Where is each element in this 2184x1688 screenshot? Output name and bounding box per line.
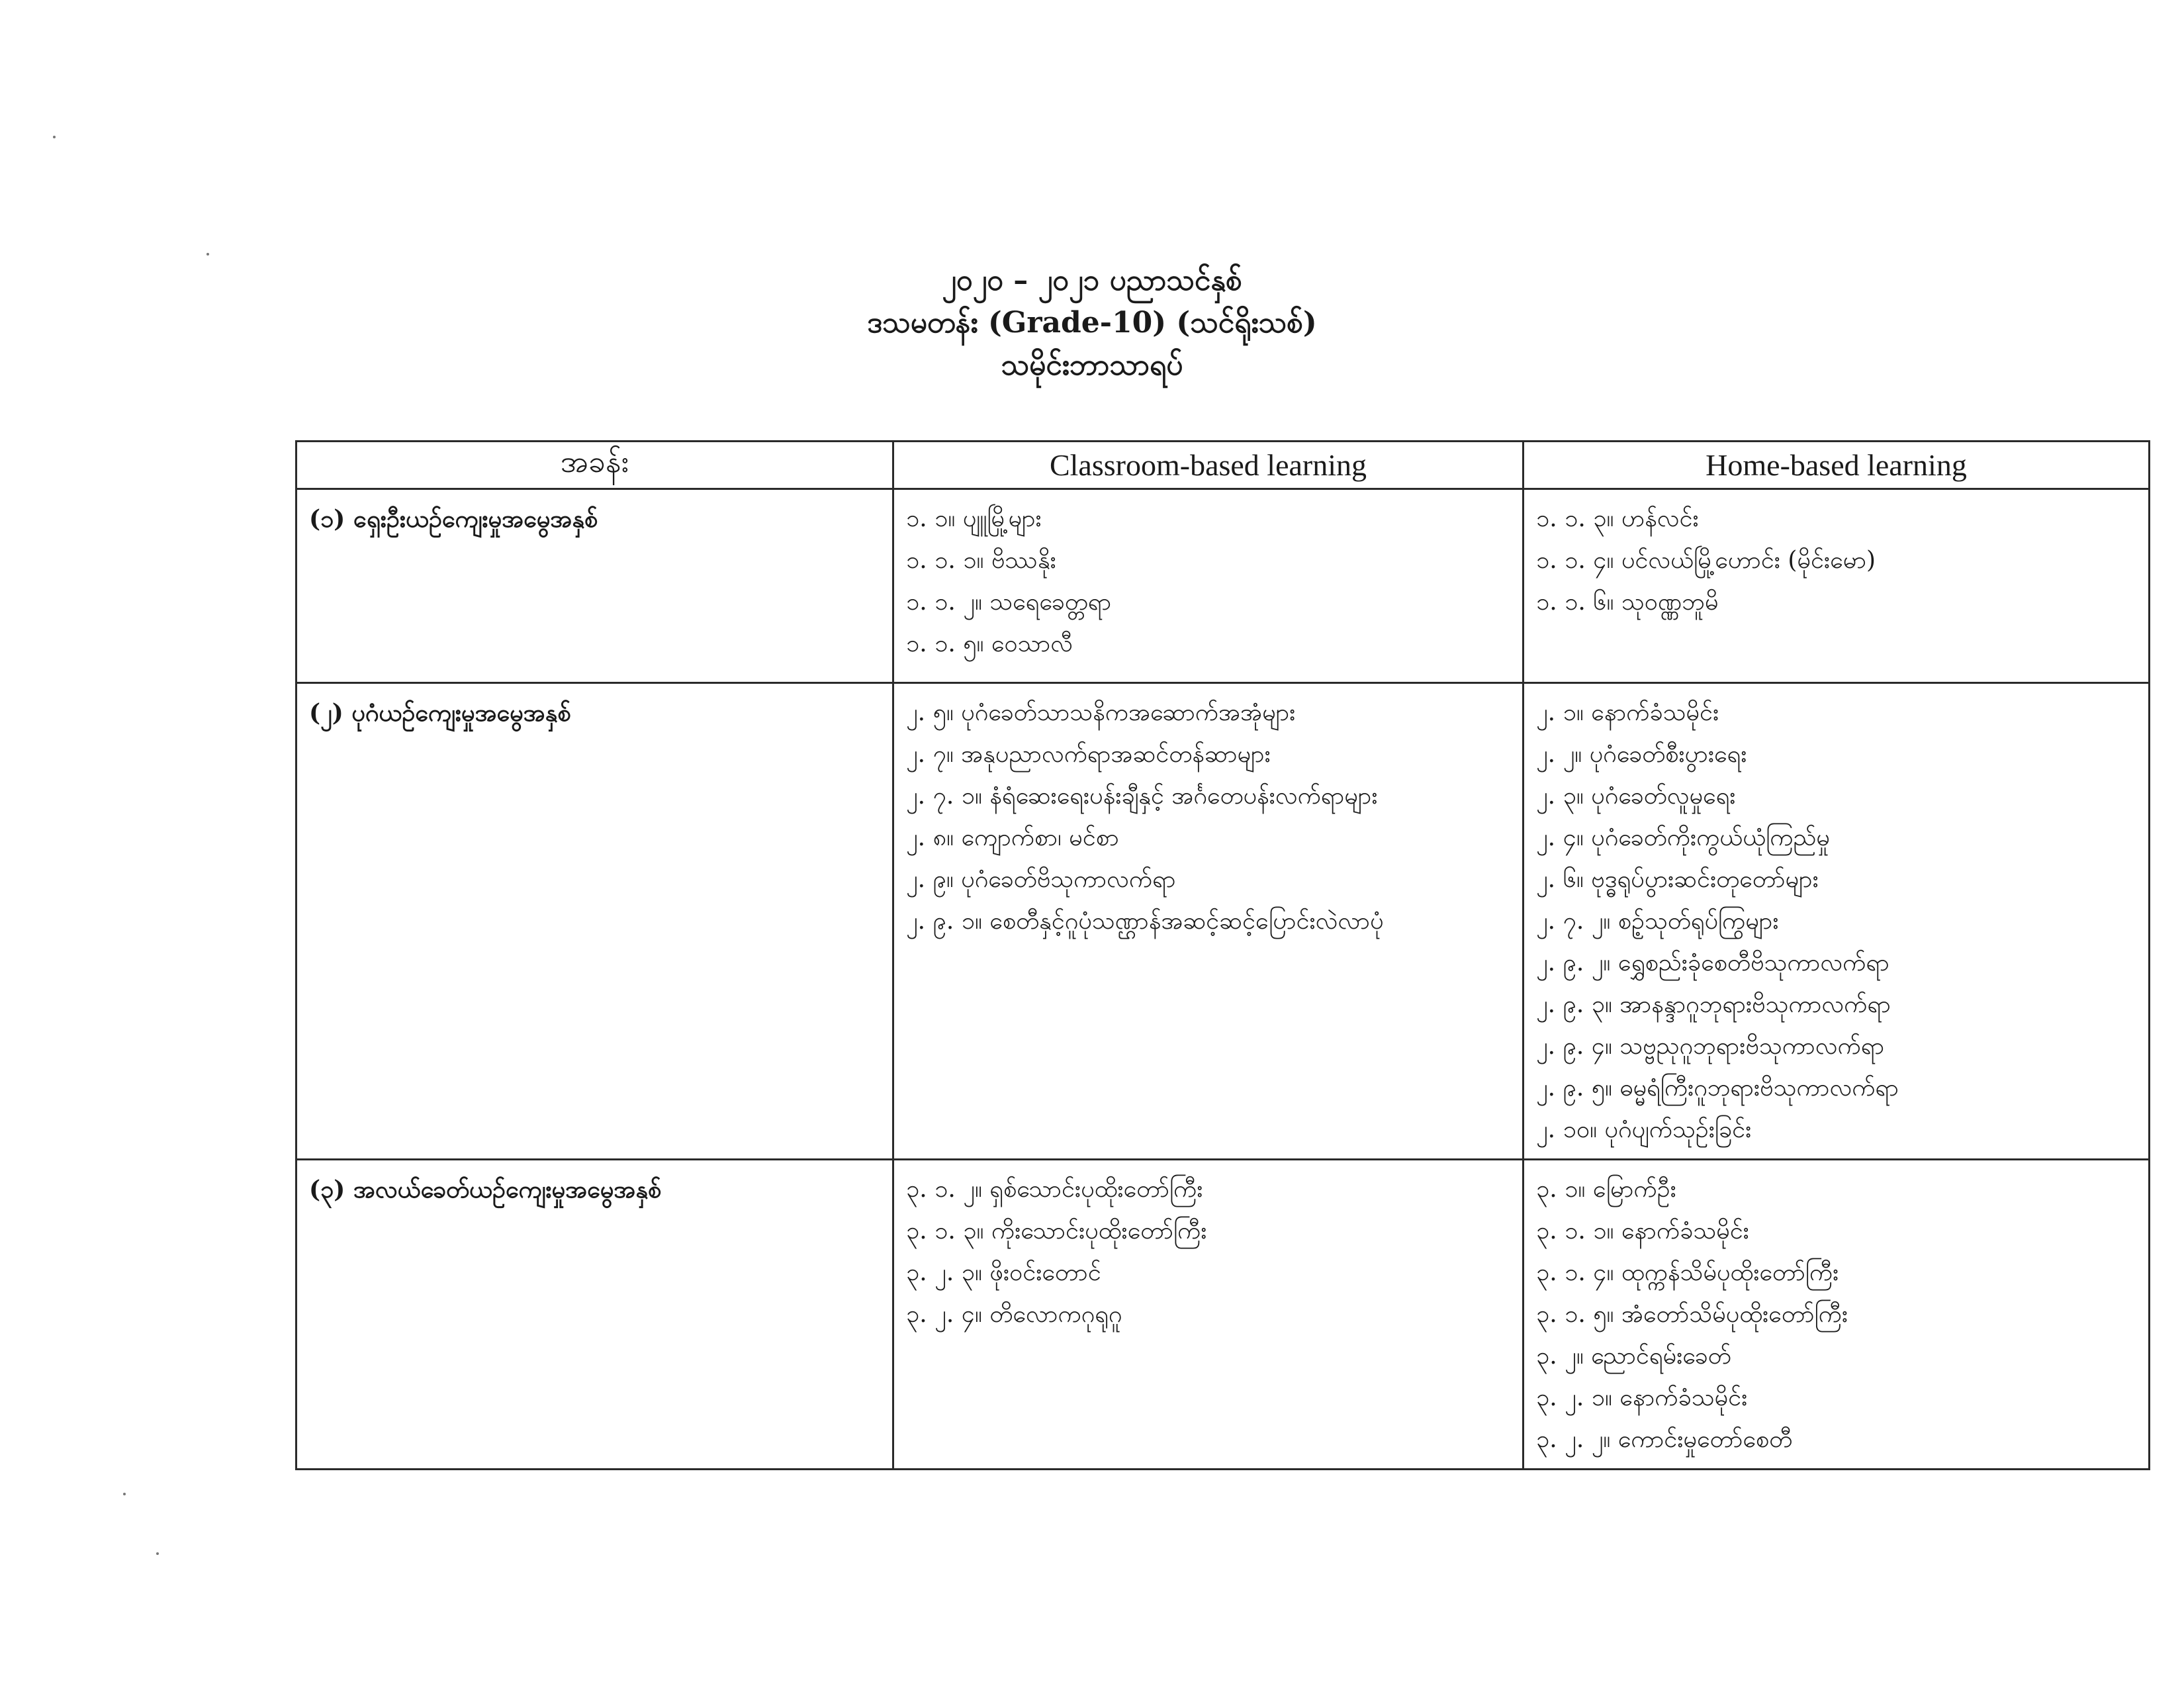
list-item: ၃. ၁။ မြောက်ဦး [1536, 1176, 1676, 1203]
list-item: ၂. ၉။ ပုဂံခေတ်ဗိသုကာလက်ရာ [906, 866, 1176, 893]
table-row [296, 683, 2150, 1160]
list-item: ၃. ၁. ၂။ ရှစ်သောင်းပုထိုးတော်ကြီး [906, 1176, 1203, 1203]
table-row [296, 1160, 2150, 1470]
scan-speck [123, 1493, 126, 1495]
list-item: ၃. ၂. ၁။ နောက်ခံသမိုင်း [1536, 1384, 1748, 1411]
list-item: ၁. ၁. ၃။ ဟန်လင်း [1536, 505, 1699, 532]
list-item: ၂. ၈။ ကျောက်စာ၊ မင်စာ [906, 824, 1119, 851]
chapter-title: (၃) အလယ်ခေတ်ယဉ်ကျေးမှုအမွေအနှစ် [309, 1176, 662, 1203]
home-cell [1524, 683, 2150, 1160]
list-item: ၁. ၁. ၂။ သရေခေတ္တရာ [906, 588, 1112, 616]
list-item: ၁. ၁. ၆။ သုဝဏ္ဏဘူမိ [1536, 588, 1719, 616]
table-row [296, 489, 2150, 683]
header-chapter: အခန်း [296, 442, 893, 489]
chapter-cell [296, 1160, 893, 1470]
header-classroom-learning: Classroom-based learning [893, 442, 1524, 489]
list-item: ၂. ၉. ၂။ ရွှေစည်းခုံစေတီဗိသုကာလက်ရာ [1536, 949, 1889, 976]
list-item: ၂. ၆။ ဗုဒ္ဓရုပ်ပွားဆင်းတုတော်များ [1536, 866, 1819, 893]
classroom-cell [893, 489, 1524, 683]
home-cell [1524, 489, 2150, 683]
header-home-learning: Home-based learning [1524, 442, 2150, 489]
list-item: ၂. ၁၀။ ပုဂံပျက်သုဉ်းခြင်း [1536, 1116, 1752, 1143]
list-item: ၂. ၅။ ပုဂံခေတ်သာသနိကအဆောက်အအုံများ [906, 699, 1296, 726]
list-item: ၂. ၇. ၂။ စဉ့်သုတ်ရုပ်ကြွများ [1536, 908, 1779, 935]
grade-title: ဒသမတန်း (Grade-10) (သင်ရိုးသစ်) [867, 306, 1317, 340]
list-item: ၃. ၂. ၃။ ဖိုးဝင်းတောင် [906, 1259, 1101, 1286]
page-heading [0, 259, 2184, 387]
chapter-title: (၂) ပုဂံယဉ်ကျေးမှုအမွေအနှစ် [309, 699, 571, 727]
list-item: ၁. ၁. ၁။ ဗိဿနိုး [906, 547, 1056, 574]
list-item: ၂. ၉. ၅။ ဓမ္မရံကြီးဂူဘုရားဗိသုကာလက်ရာ [1536, 1074, 1899, 1102]
list-item: ၃. ၂. ၄။ တိလောကဂုရုဂူ [906, 1301, 1122, 1328]
home-cell [1524, 1160, 2150, 1470]
list-item: ၂. ၃။ ပုဂံခေတ်လူမှုရေး [1536, 782, 1736, 810]
list-item: ၂. ၉. ၄။ သဗ္ဗညုဂူဘုရားဗိသုကာလက်ရာ [1536, 1033, 1885, 1060]
home-topic-list [1536, 692, 2136, 1150]
list-item: ၂. ၂။ ပုဂံခေတ်စီးပွားရေး [1536, 741, 1747, 768]
list-item: ၂. ၇။ အနုပညာလက်ရာအဆင်တန်ဆာများ [906, 741, 1271, 768]
list-item: ၃. ၁. ၃။ ကိုးသောင်းပုထိုးတော်ကြီး [906, 1217, 1207, 1244]
list-item: ၁. ၁. ၄။ ပင်လယ်မြို့ဟောင်း (မိုင်းမော) [1536, 547, 1876, 574]
classroom-topic-list [906, 692, 1510, 942]
scan-speck [156, 1552, 159, 1555]
classroom-cell [893, 1160, 1524, 1470]
scan-speck [53, 136, 56, 138]
list-item: ၂. ၁။ နောက်ခံသမိုင်း [1536, 699, 1719, 726]
curriculum-table [295, 440, 2150, 1470]
list-item: ၂. ၄။ ပုဂံခေတ်ကိုးကွယ်ယုံကြည်မှု [1536, 824, 1830, 851]
subject-title: သမိုင်းဘာသာရပ် [1001, 348, 1183, 382]
list-item: ၃. ၁. ၄။ ထုက္ကန်သိမ်ပုထိုးတော်ကြီး [1536, 1259, 1839, 1286]
scan-speck [206, 253, 209, 256]
classroom-topic-list [906, 498, 1510, 665]
list-item: ၃. ၂. ၂။ ကောင်းမှုတော်စေတီ [1536, 1426, 1793, 1453]
list-item: ၂. ၉. ၁။ စေတီနှင့်ဂူပုံသဏ္ဌာန်အဆင့်ဆင့်ပြောင်းလဲလာပုံ [906, 908, 1384, 935]
list-item: ၂. ၉. ၃။ အာနန္ဒာဂူဘုရားဗိသုကာလက်ရာ [1536, 991, 1891, 1018]
list-item: ၁. ၁။ ပျူမြို့များ [906, 505, 1042, 532]
list-item: ၃. ၂။ ညောင်ရမ်းခေတ် [1536, 1342, 1731, 1370]
list-item: ၃. ၁. ၅။ အံတော်သိမ်ပုထိုးတော်ကြီး [1536, 1301, 1848, 1328]
chapter-title: (၁) ရှေးဦးယဉ်ကျေးမှုအမွေအနှစ် [309, 505, 598, 533]
list-item: ၁. ၁. ၅။ ဝေသာလီ [906, 630, 1073, 657]
table-header-row [296, 442, 2150, 489]
chapter-cell [296, 683, 893, 1160]
academic-year-title: ၂၀၂၀ – ၂၀၂၁ ပညာသင်နှစ် [942, 263, 1242, 297]
chapter-cell [296, 489, 893, 683]
home-topic-list [1536, 1168, 2136, 1460]
classroom-cell [893, 683, 1524, 1160]
home-topic-list [1536, 498, 2136, 623]
list-item: ၂. ၇. ၁။ နံရံဆေးရေးပန်းချီနှင့် အင်္ဂတေပန်းလက်ရာများ [906, 782, 1378, 810]
classroom-topic-list [906, 1168, 1510, 1335]
list-item: ၃. ၁. ၁။ နောက်ခံသမိုင်း [1536, 1217, 1749, 1244]
